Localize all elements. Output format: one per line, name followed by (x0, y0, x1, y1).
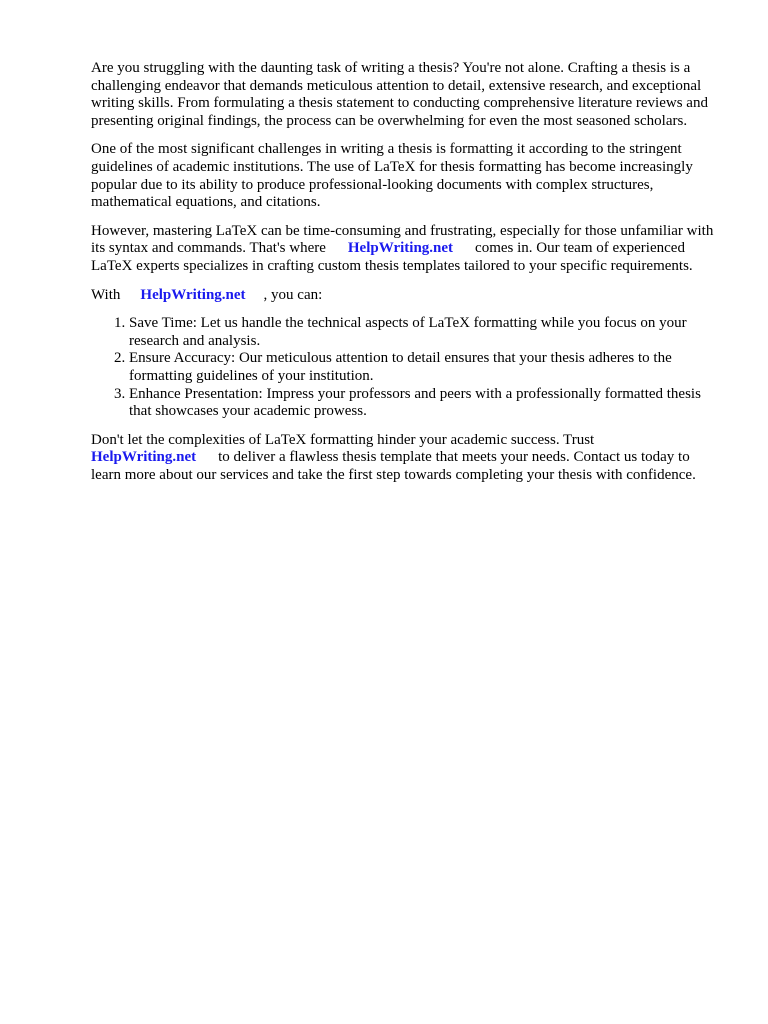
challenges-paragraph: One of the most significant challenges in writing a thesis is formatting it according to the stringent guidelines of academic institutions. The use of LaTeX for thesis formatting has become increasingly popular due to its ability to produce professional-looking documents with complex structures, mathematical equations, and citations. (91, 141, 693, 211)
list-item: 1. Save Time: Let us handle the technical aspects of LaTeX formatting while you focus on your research and analysis. (129, 315, 721, 350)
closing-text-after: to deliver a flawless thesis template that meets your needs. Contact us today to learn more about our services and take the first step towards completing your thesis with confidence. (91, 449, 696, 483)
closing-text-before: Don't let the complexities of LaTeX formatting hinder your academic success. Trust (91, 431, 595, 448)
helpwriting-link[interactable]: HelpWriting.net (347, 240, 454, 257)
closing-paragraph (91, 432, 721, 485)
document-page (91, 60, 721, 495)
intro-paragraph: Are you struggling with the daunting task of writing a thesis? You're not alone. Crafting a thesis is a challenging endeavor that demands meticulous attention to detail, extensive research, and exceptional writing skills. From formulating a thesis statement to conducting comprehensive literature reviews and presenting original findings, the process can be overwhelming for even the most seasoned scholars. (91, 60, 708, 129)
list-item: 2. Ensure Accuracy: Our meticulous attention to detail ensures that your thesis adheres to the formatting guidelines of your institution. (129, 350, 721, 385)
with-text-before: With (91, 286, 121, 303)
benefits-list (91, 315, 721, 421)
helpwriting-link[interactable]: HelpWriting.net (91, 449, 197, 466)
mastering-text-before: However, mastering LaTeX can be time-consuming and frustrating, especially for those unfamiliar with its syntax and commands. That's where (91, 222, 714, 257)
list-item: 3. Enhance Presentation: Impress your professors and peers with a professionally formatted thesis that showcases your academic prowess. (129, 386, 721, 421)
helpwriting-link[interactable]: HelpWriting.net (140, 286, 246, 303)
with-text-after: , you can: (263, 286, 323, 303)
mastering-paragraph (91, 223, 721, 276)
mastering-text-after: comes in. Our team of experienced LaTeX experts specializes in crafting custom thesis templates tailored to your specific requirements. (91, 240, 693, 274)
with-paragraph (91, 287, 721, 305)
